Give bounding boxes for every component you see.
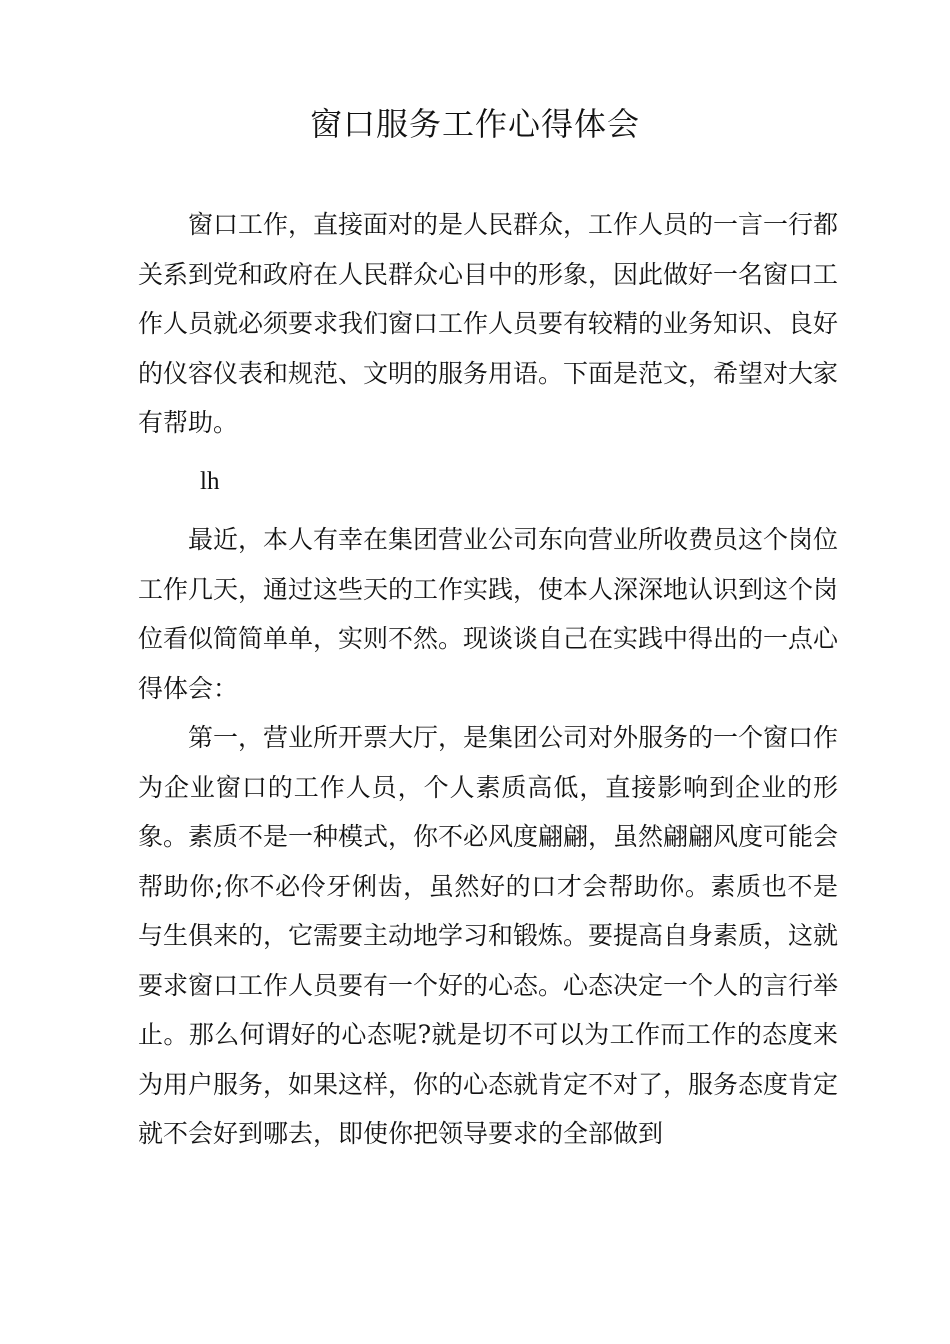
paragraph-experience: 最近，本人有幸在集团营业公司东向营业所收费员这个岗位工作几天，通过这些天的工作实践，使本人深深地认识到这个岗位看似简简单单，实则不然。现谈谈自己在实践中得出的一点心得体会： (138, 525, 839, 703)
paragraph-first-point: 第一，营业所开票大厅，是集团公司对外服务的一个窗口作为企业窗口的工作人员，个人素质高低，直接影响到企业的形象。素质不是一种模式，你不必风度翩翩，虽然翩翩风度可能会帮助你;你不必伶牙俐齿，虽然好的口才会帮助你。素质也不是与生俱来的，它需要主动地学习和锻炼。要提高自身素质，这就要求窗口工作人员要有一个好的心态。心态决定一个人的言行举止。那么何谓好的心态呢?就是切不可以为工作而工作的态度来为用户服务，如果这样，你的心态就肯定不对了，服务态度肯定就不会好到哪去，即使你把领导要求的全部做到 (138, 723, 839, 1148)
paragraph-intro: 窗口工作，直接面对的是人民群众，工作人员的一言一行都关系到党和政府在人民群众心目中的形象，因此做好一名窗口工作人员就必须要求我们窗口工作人员要有较精的业务知识、良好的仪容仪表和规范、文明的服务用语。下面是范文，希望对大家有帮助。 (138, 210, 839, 437)
document-body (138, 200, 838, 1159)
section-marker: lh (200, 467, 220, 495)
document-title: 窗口服务工作心得体会 (309, 105, 640, 143)
